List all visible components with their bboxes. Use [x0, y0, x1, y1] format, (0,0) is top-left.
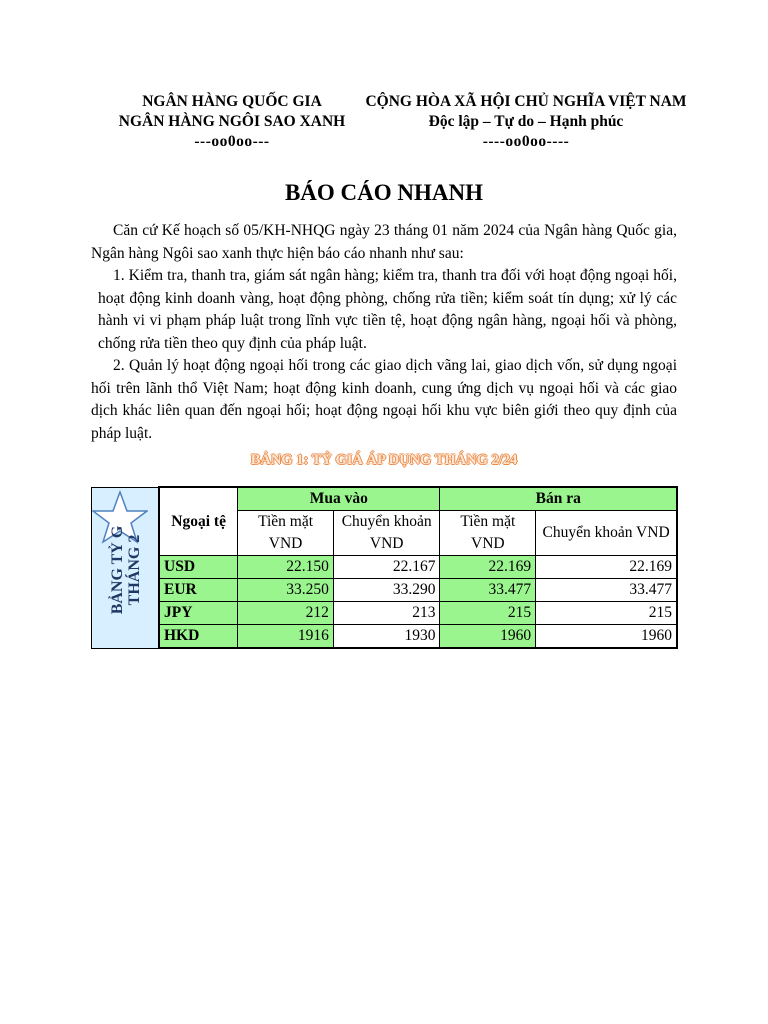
sell-cash-cell: 1960 [440, 625, 536, 649]
buy-transfer-cell: 22.167 [333, 556, 440, 579]
table-row [159, 625, 677, 649]
exchange-rate-table [158, 486, 678, 649]
buy-transfer-cell: 213 [333, 602, 440, 625]
intro-paragraph: Căn cứ Kế hoạch số 05/KH-NHQG ngày 23 tháng 01 năm 2024 của Ngân hàng Quốc gia, Ngân hàng Ngôi sao xanh thực hiện báo cáo nhanh như sau: [91, 222, 677, 262]
side-label-text [109, 526, 143, 615]
header-right-separator: ----oo0oo---- [482, 133, 570, 150]
sell-group-header: Bán ra [440, 487, 677, 511]
buy-cash-cell: 22.150 [238, 556, 334, 579]
document-body [91, 220, 677, 445]
bank-name: NGÂN HÀNG QUỐC GIA [142, 93, 322, 110]
sell-cash-cell: 22.169 [440, 556, 536, 579]
header-left [88, 92, 376, 152]
header-right [346, 92, 706, 152]
sell-transfer-cell: 215 [536, 602, 677, 625]
motto: Độc lập – Tự do – Hạnh phúc [428, 113, 624, 130]
buy-cash-cell: 33.250 [238, 579, 334, 602]
currency-cell: HKD [159, 625, 238, 649]
country-name: CỘNG HÒA XÃ HỘI CHỦ NGHĨA VIỆT NAM [365, 93, 687, 110]
table-row [159, 556, 677, 579]
buy-transfer-header: Chuyển khoản VND [333, 511, 440, 556]
list-item-1: 1. Kiểm tra, thanh tra, giám sát ngân hàng; kiểm tra, thanh tra đối với hoạt động ngoại hối, hoạt động kinh doanh vàng, hoạt động phòng, chống rửa tiền; kiểm soát tín dụng; xử lý các hành vi vi phạm pháp luật trong lĩnh vực tiền tệ, hoạt động ngân hàng, ngoại hối và phòng, chống rửa tiền theo quy định của pháp luật. [98, 267, 677, 352]
table-header-row [159, 487, 677, 511]
currency-cell: EUR [159, 579, 238, 602]
list-item-2: 2. Quản lý hoạt động ngoại hối trong các giao dịch vãng lai, giao dịch vốn, sử dụng ngoại hối trên lãnh thổ Việt Nam; hoạt động kinh doanh, cung ứng dịch vụ ngoại hối và các giao dịch khác liên quan đến ngoại hối; hoạt động ngoại hối khu vực biên giới theo quy định của pháp luật. [91, 357, 677, 442]
table-caption: BẢNG 1: TỶ GIÁ ÁP DỤNG THÁNG 2/24 [250, 452, 518, 468]
currency-column-header: Ngoại tệ [159, 487, 238, 556]
sell-cash-header: Tiền mặt VND [440, 511, 536, 556]
side-label-line2: THÁNG 2 [126, 534, 143, 606]
side-label-line1: BẢNG TỶ G [109, 525, 126, 615]
sell-transfer-cell: 33.477 [536, 579, 677, 602]
sell-cash-cell: 33.477 [440, 579, 536, 602]
sell-transfer-cell: 1960 [536, 625, 677, 649]
currency-cell: USD [159, 556, 238, 579]
buy-cash-cell: 212 [238, 602, 334, 625]
buy-transfer-cell: 1930 [333, 625, 440, 649]
buy-cash-header: Tiền mặt VND [238, 511, 334, 556]
buy-cash-cell: 1916 [238, 625, 334, 649]
branch-name: NGÂN HÀNG NGÔI SAO XANH [118, 113, 346, 130]
buy-group-header: Mua vào [238, 487, 440, 511]
document-title: BÁO CÁO NHANH [284, 180, 484, 205]
table-row [159, 602, 677, 625]
header-left-separator: ---oo0oo--- [194, 133, 270, 150]
table-row [159, 579, 677, 602]
buy-transfer-cell: 33.290 [333, 579, 440, 602]
sell-transfer-cell: 22.169 [536, 556, 677, 579]
sell-transfer-header: Chuyển khoản VND [536, 511, 677, 556]
currency-cell: JPY [159, 602, 238, 625]
table-side-label [91, 487, 159, 649]
sell-cash-cell: 215 [440, 602, 536, 625]
